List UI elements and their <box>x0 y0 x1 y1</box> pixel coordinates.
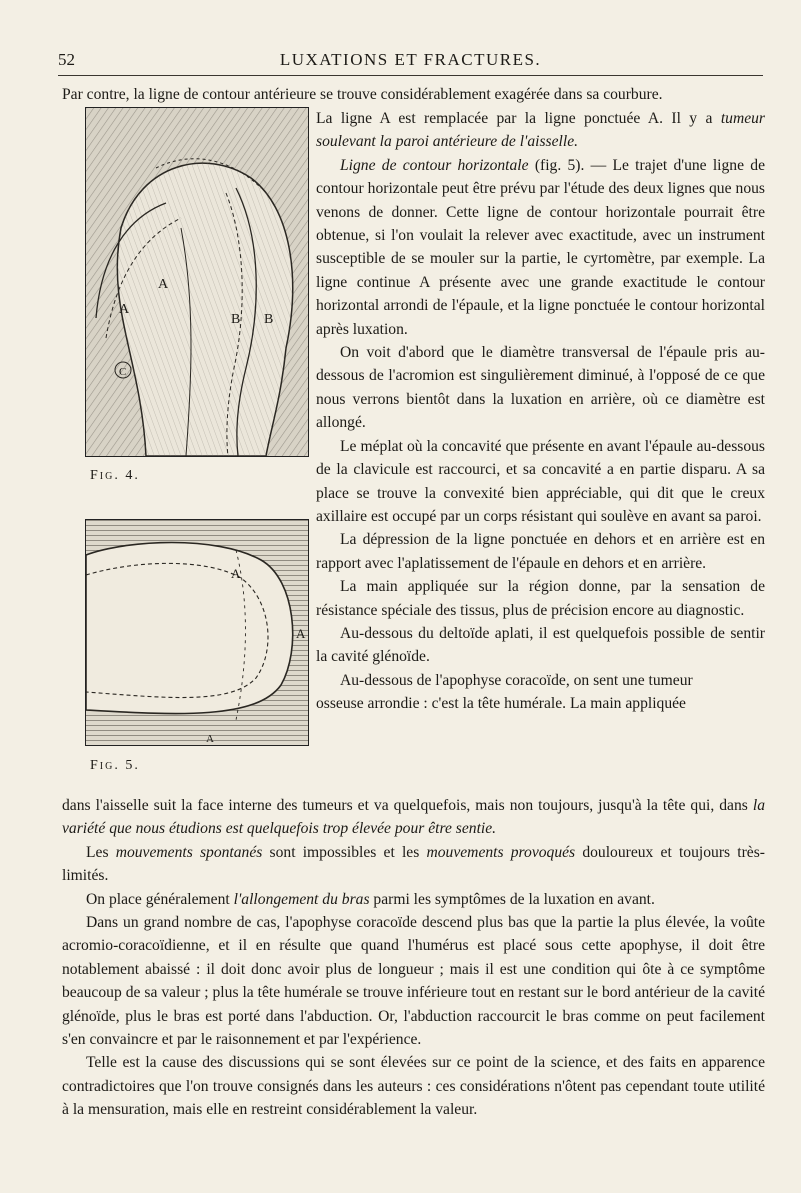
figure-4-label-a-left: A <box>119 302 130 317</box>
figure-4-label-circle: C <box>119 366 127 378</box>
paragraph-8-continuation: dans l'aisselle suit la face interne des tumeurs et va quelquefois, mais non toujours, jusqu'à la tête qui, dans la variété que nous étudions est quelquefois trop élevée pour être sentie. <box>62 797 765 838</box>
figure-5-illustration <box>86 520 308 745</box>
figure-4-label-b-left: B <box>231 312 241 327</box>
paragraph-11: Dans un grand nombre de cas, l'apophyse coracoïde descend plus bas que la partie la plus élevée, la voûte acromio-coracoïdienne, et il en résulte que quand l'humérus est placé sous cette apophyse, il doit être notablement abaissé : il doit donc avoir plus de longueur ; mais il est une condition qui ôte à ce symptôme beaucoup de sa valeur ; plus la tête humérale se trouve inférieure tout en restant sur le bord antérieur de la cavité glénoïde, plus le bras est porté dans l'abduction. Or, l'abduction raccourcit le bras comme on peut facilement s'en convaincre et par le raisonnement et par l'expérience. <box>62 914 765 1049</box>
figure-4 <box>85 107 309 457</box>
paragraph-8-line-2: osseuse arrondie : c'est la tête humérale. La main appliquée <box>316 695 686 713</box>
right-column <box>316 107 765 716</box>
figure-4-illustration <box>86 108 308 456</box>
paragraph-3: On voit d'abord que le diamètre transversal de l'épaule pris au-dessous de l'acromion est singulièrement diminué, à l'opposé de ce que nous verrons bientôt dans la luxation en arrière, où ce diamètre est allongé. <box>316 344 765 432</box>
paragraph-9: Les mouvements spontanés sont impossibles et les mouvements provoqués douloureux et toujours très-limités. <box>62 843 765 885</box>
running-title: LUXATIONS ET FRACTURES. <box>279 50 542 69</box>
paragraph-10: On place généralement l'allongement du bras parmi les symptômes de la luxation en avant. <box>86 890 655 908</box>
figure-5 <box>85 519 309 746</box>
figure-4-caption: Fig. 4. <box>90 468 140 483</box>
paragraph-12: Telle est la cause des discussions qui se sont élevées sur ce point de la science, et des faits en apparence contradictoires que l'on trouve consignés dans les auteurs : ces considérations n'ôtent pas cependant toute utilité à la mensuration, mais elle en restreint considérablement la valeur. <box>62 1054 765 1119</box>
paragraph-2: Ligne de contour horizontale (fig. 5). — Le trajet d'une ligne de contour horizontale peut être prévu par l'étude des deux lignes que nous venons de donner. Cette ligne de contour horizontale pourrait être obtenue, si l'on voulait la relever avec exactitude, avec un instrument susceptible de se mouler sur la partie, le cyrtomètre, par exemple. La ligne continue A présente avec une grande exactitude le contour horizontal arrondi de l'épaule, et la ligne ponctuée le contour horizontal après luxation. <box>316 156 765 338</box>
header-rule <box>58 75 763 76</box>
figure-4-label-a-mid: A <box>158 277 169 292</box>
paragraph-1-continuation: La ligne A est remplacée par la ligne ponctuée A. Il y a tumeur soulevant la paroi antérieure de l'aisselle. <box>316 110 765 151</box>
paragraph-4: Le méplat où la concavité que présente en avant l'épaule au-dessous de la clavicule est raccourci, et sa concavité a en partie disparu. A sa place se trouve la convexité bien appréciable, qui dit que le creux axillaire est occupé par un corps résistant qui soulève en avant sa paroi. <box>316 437 765 525</box>
figure-5-label-a-bottom: A <box>206 733 214 745</box>
page-header <box>58 50 763 78</box>
page-number: 52 <box>58 50 75 69</box>
full-width-text <box>62 794 765 1122</box>
paragraph-6: La main appliquée sur la région donne, par la sensation de résistance spéciale des tissus, plus de précision encore au diagnostic. <box>316 578 765 619</box>
paragraph-7: Au-dessous du deltoïde aplati, il est quelquefois possible de sentir la cavité glénoïde. <box>316 624 765 666</box>
paragraph-1-line-1: Par contre, la ligne de contour antérieure se trouve considérablement exagérée dans sa courbure. <box>62 86 663 103</box>
figure-5-label-a-top: A <box>231 566 241 581</box>
figure-5-caption: Fig. 5. <box>90 758 140 773</box>
figure-5-label-a-right: A <box>296 626 306 641</box>
paragraph-8-line-1: Au-dessous de l'apophyse coracoïde, on sent une tumeur <box>340 671 693 689</box>
figure-4-label-b-right: B <box>264 312 274 327</box>
paragraph-5: La dépression de la ligne ponctuée en dehors et en arrière est en rapport avec l'aplatissement de l'épaule en dehors et en arrière. <box>316 531 765 572</box>
